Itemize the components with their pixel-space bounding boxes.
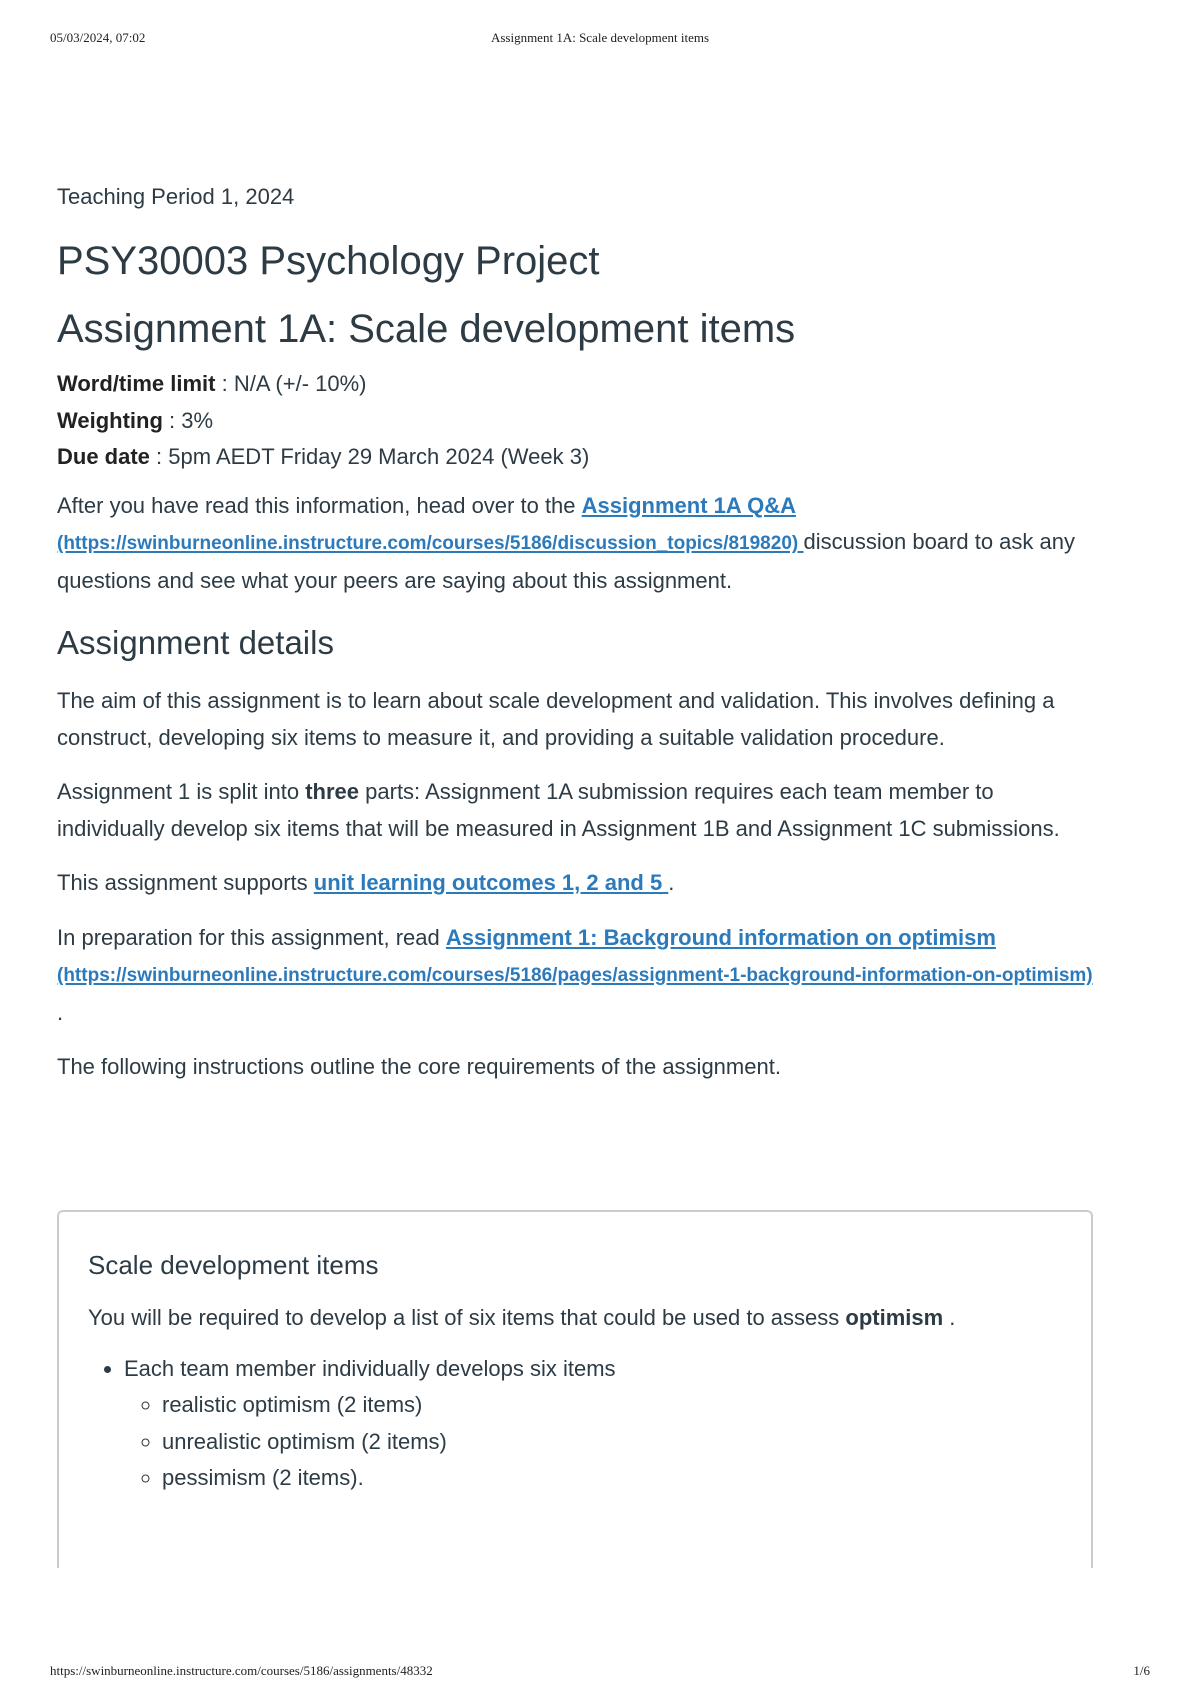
section-heading: Assignment details — [57, 624, 334, 661]
print-header — [50, 30, 1150, 48]
meta-value: : 5pm AEDT Friday 29 March 2024 (Week 3) — [149, 444, 590, 469]
list-item: ◦ unrealistic optimism (2 items) — [162, 1424, 1061, 1461]
learning-outcomes-link[interactable]: unit learning outcomes 1, 2 and 5 — [313, 870, 669, 895]
items-list — [88, 1351, 1061, 1497]
meta-label: Word/time limit — [57, 371, 216, 396]
box-paragraph: You will be required to develop a list of six items that could be used to assess optimism . — [88, 1305, 956, 1330]
qa-discussion-link[interactable]: Assignment 1A Q&A (https://swinburneonline.instructure.com/courses/5186/discussion_topics/819820) — [57, 492, 804, 554]
list-item: • Each team member individually develops six items ◦ realistic optimism (2 items) ◦ unrealistic optimism (2 items) ◦ pessimism (2 items). — [124, 1351, 1061, 1497]
print-footer — [50, 1663, 1150, 1681]
box-heading: Scale development items — [88, 1250, 379, 1280]
meta-label: Due date — [57, 444, 150, 469]
outcomes-paragraph: This assignment supports unit learning outcomes 1, 2 and 5 . — [57, 870, 675, 895]
course-title: PSY30003 Psychology Project — [57, 239, 600, 283]
sub-items-list — [124, 1387, 1061, 1497]
meta-weighting — [57, 403, 1097, 440]
instructions-paragraph: The following instructions outline the core requirements of the assignment. — [57, 1054, 781, 1079]
meta-label: Weighting — [57, 407, 163, 433]
assignment-title: Assignment 1A: Scale development items — [57, 307, 796, 351]
assignment-content — [57, 182, 1097, 1104]
preparation-paragraph: In preparation for this assignment, read Assignment 1: Background information on optimism (https://swinburneonline.instructure.com/courses/5186/pages/assignment-1-background-information-on-optimism) . — [57, 924, 1093, 1025]
print-page-title: Assignment 1A: Scale development items — [490, 30, 710, 45]
meta-value: : N/A (+/- 10%) — [215, 371, 367, 396]
meta-value: : 3% — [162, 407, 214, 433]
list-item: ◦ realistic optimism (2 items) — [162, 1387, 1061, 1424]
print-url: https://swinburneonline.instructure.com/courses/5186/assignments/48332 — [50, 1663, 433, 1678]
list-item: ◦ pessimism (2 items). — [162, 1460, 1061, 1497]
intro-paragraph: After you have read this information, head over to the Assignment 1A Q&A (https://swinburneonline.instructure.com/courses/5186/discussion_topics/819820) discussion board to ask any questions and see what your peers are saying about this assignment. — [57, 492, 1075, 593]
assignment-meta — [57, 366, 1097, 476]
scale-items-box — [57, 1210, 1093, 1568]
print-datetime: 05/03/2024, 07:02 — [50, 30, 146, 45]
aim-paragraph: The aim of this assignment is to learn about scale development and validation. This involves defining a construct, developing six items to measure it, and providing a suitable validation procedure. — [57, 688, 1055, 750]
print-page-number: 1/6 — [1133, 1663, 1150, 1678]
parts-paragraph: Assignment 1 is split into three parts: Assignment 1A submission requires each team member to individually develop six items that will be measured in Assignment 1B and Assignment 1C submissions. — [57, 779, 1060, 841]
meta-due-date — [57, 439, 1097, 476]
teaching-period: Teaching Period 1, 2024 — [57, 184, 295, 209]
meta-word-limit — [57, 366, 1097, 403]
background-info-link[interactable]: Assignment 1: Background information on optimism (https://swinburneonline.instructure.com/courses/5186/pages/assignment-1-background-information-on-optimism) — [57, 924, 1093, 986]
